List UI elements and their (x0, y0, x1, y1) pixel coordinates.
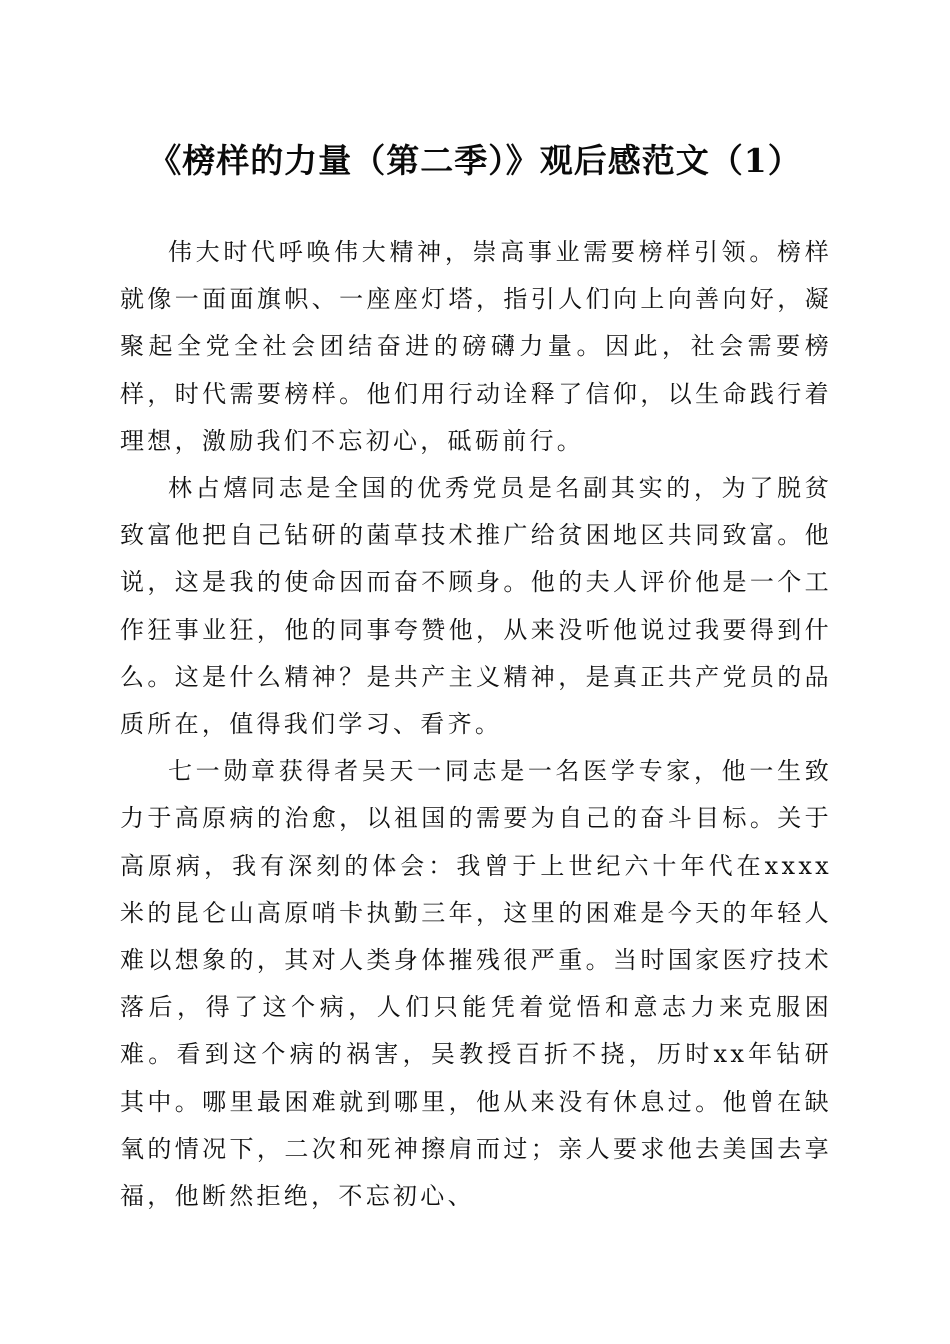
document-title: 《榜样的力量（第二季）》观后感范文（1） (148, 141, 802, 180)
paragraph-2: 林占熺同志是全国的优秀党员是名副其实的，为了脱贫致富他把自己钻研的菌草技术推广给贫困地区共同致富。他说，这是我的使命因而奋不顾身。他的夫人评价他是一个工作狂事业狂，他的同事夸赞他，从来没听他说过我要得到什么。这是什么精神？是共产主义精神，是真正共产党员的品质所在，值得我们学习、看齐。 (120, 474, 832, 739)
paragraph-3: 七一勋章获得者吴天一同志是一名医学专家，他一生致力于高原病的治愈，以祖国的需要为自己的奋斗目标。关于高原病，我有深刻的体会：我曾于上世纪六十年代在xxxx米的昆仑山高原哨卡执勤三年，这里的困难是今天的年轻人难以想象的，其对人类身体摧残很严重。当时国家医疗技术落后，得了这个病，人们只能凭着觉悟和意志力来克服困难。看到这个病的祸害，吴教授百折不挠，历时xx年钻研其中。哪里最困难就到哪里，他从来没有休息过。他曾在缺氧的情况下，二次和死神擦肩而过；亲人要求他去美国去享福，他断然拒绝，不忘初心、 (120, 757, 832, 1211)
document-body (120, 229, 832, 1220)
paragraph-1: 伟大时代呼唤伟大精神，崇高事业需要榜样引领。榜样就像一面面旗帜、一座座灯塔，指引人们向上向善向好，凝聚起全党全社会团结奋进的磅礴力量。因此，社会需要榜样，时代需要榜样。他们用行动诠释了信仰，以生命践行着理想，激励我们不忘初心，砥砺前行。 (120, 238, 832, 455)
